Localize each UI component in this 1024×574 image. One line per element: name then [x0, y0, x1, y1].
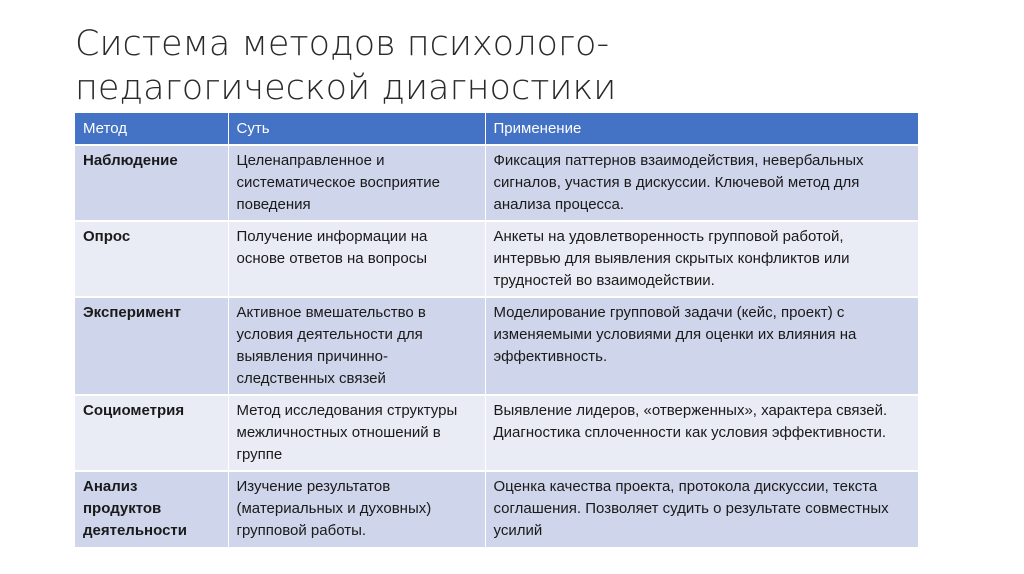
row-application: Выявление лидеров, «отверженных», характера связей. Диагностика сплоченности как условия эффективности.: [485, 395, 918, 471]
row-essence: Активное вмешательство в условия деятельности для выявления причинно-следственных связей: [228, 297, 485, 395]
header-application: Применение: [485, 113, 918, 145]
table-row: [75, 297, 918, 395]
table-row: [75, 395, 918, 471]
table-header-row: [75, 113, 918, 145]
row-method: Анализ продуктов деятельности: [75, 471, 228, 547]
row-application: Анкеты на удовлетворенность групповой работой, интервью для выявления скрытых конфликтов или трудностей во взаимодействии.: [485, 221, 918, 297]
header-essence: Суть: [228, 113, 485, 145]
slide-title-line-1: Система методов психолого-: [75, 24, 610, 64]
row-application: Оценка качества проекта, протокола дискуссии, текста соглашения. Позволяет судить о результате совместных усилий: [485, 471, 918, 547]
table-row: [75, 471, 918, 547]
row-method: Социометрия: [75, 395, 228, 471]
row-method: Наблюдение: [75, 145, 228, 221]
row-application: Фиксация паттернов взаимодействия, невербальных сигналов, участия в дискуссии. Ключевой метод для анализа процесса.: [485, 145, 918, 221]
row-method: Опрос: [75, 221, 228, 297]
row-essence: Изучение результатов (материальных и духовных) групповой работы.: [228, 471, 485, 547]
slide-title: [75, 22, 955, 110]
row-essence: Получение информации на основе ответов на вопросы: [228, 221, 485, 297]
row-essence: Метод исследования структуры межличностных отношений в группе: [228, 395, 485, 471]
row-essence: Целенаправленное и систематическое восприятие поведения: [228, 145, 485, 221]
table-row: [75, 221, 918, 297]
methods-table: [75, 113, 918, 547]
table-row: [75, 145, 918, 221]
row-application: Моделирование групповой задачи (кейс, проект) с изменяемыми условиями для оценки их влияния на эффективность.: [485, 297, 918, 395]
slide-title-line-2: педагогической диагностики: [75, 68, 617, 108]
row-method: Эксперимент: [75, 297, 228, 395]
header-method: Метод: [75, 113, 228, 145]
